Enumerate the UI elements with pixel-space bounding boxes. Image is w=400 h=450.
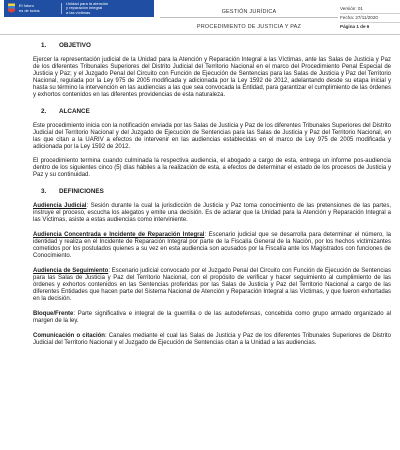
date-label: Fecha: 27/11/2020 [340,14,400,23]
definition-term: Audiencia Judicial [33,203,87,209]
definition-text: : Canales mediante el cual las Salas de Justicia y Paz de los diferentes Tribunales Superiores de Distrito Judicial del Territorio Nacional y el Juzgado de Ejecución de Sentencias citan a la Unidad a las audiencias. [33,333,392,346]
procedure-title: PROCEDIMIENTO DE JUSTICIA Y PAZ [196,24,302,30]
section-title: DEFINICIONES [59,188,104,195]
document-body [33,42,391,355]
page-number: Página 1 de 6 [340,24,370,29]
section-heading-alcance [41,108,391,115]
definition-text: : Parte significativa e integral de la guerrilla o de las autodefensas, concebida como grupo armado organizado al margen de la ley. [33,311,391,324]
alcance-paragraph: Este procedimiento inicia con la notificación enviada por las Salas de Justicia y Paz de los diferentes Tribunales Superiores del Distrito Judicial del Territorio Nacional y del Juzgado de Ejecución de Sentencias para las Salas de Justicia y Paz del Territorio Nacional, en las que citan a la UARIV a efectos de intervenir en las audiencias establecidas en el marco de Ley 975 de 2005 modificada y adicionada por la Ley 1592 de 2012. [33,123,391,150]
logo-slogan: El futuro es de todos [19,4,40,13]
definition-text: : Sesión durante la cual la jurisdicción de Justicia y Paz toma conocimiento de las pretensiones de las partes, instruye el proceso, escucha los alegatos y emite una decisión. Es de aclarar que la Unidad para la Atención y Reparación Integral a las Víctimas, asiste a estas audiencias como interviniente. [33,203,391,223]
definition-item [33,311,391,325]
logo-divider [61,3,62,14]
section-number: 1. [41,42,47,49]
document-header [0,0,400,35]
section-number: 3. [41,188,47,195]
definition-item [33,203,391,224]
alcance-paragraph: El procedimiento termina cuando culminada la respectiva audiencia, el abogado a cargo de esta, entrega un informe pos-audiencia dentro de los siguientes cinco (5) días hábiles a la realización de esta, a efectos de determinar el estado de los procesos de Justicia y Paz y su continuidad. [33,158,391,178]
version-label: Versión: 01 [340,5,400,14]
document-meta [340,5,400,31]
section-heading-objetivo [41,42,391,49]
section-title: ALCANCE [59,108,90,115]
definition-term: Audiencia Concentrada e Incidente de Reparación Integral [33,232,205,238]
definition-text: : Escenario judicial que se desarrolla para determinar el número, la identidad y realiza en el Incidente de Reparación Integral por parte de la Fiscalía General de la Nación, por los hechos victimizantes cometidos por los postulados quienes a su vez en esta audiencia son acusados por la Fiscalía ante los Magistrados con funciones de Conocimiento. [33,232,392,259]
objetivo-paragraph: Ejercer la representación judicial de la Unidad para la Atención y Reparación Integral a las Víctimas, ante las Salas de Justicia y Paz de los diferentes Tribunales Superiores del Distrito Judicial del Territorio Nacional en el marco del Procedimiento Penal Especial de Justicia y Paz; y el Juzgado Penal del Circuito con Función de Ejecución de Sentencias para las Salas de Justicia y Paz del Territorio Nacional, regulada por la Ley 975 de 2005 modificada y adicionada por la Ley 1592 de 2012, adelantando desde su etapa inicial y hasta su término la intervención en las audiencias a las que sea convocada la Entidad, para garantizar el cumplimiento de las órdenes y exhortos contenidos en las diferentes providencias de esta naturaleza. [33,57,391,98]
logo-entity-name: Unidad para la atención y reparación integral a las víctimas [66,1,109,15]
definition-term: Comunicación o citación [33,333,105,339]
definition-term: Audiencia de Seguimiento [33,268,109,274]
section-number: 2. [41,108,47,115]
definition-term: Bloque/Frente [33,311,74,317]
title-divider [160,17,338,18]
coat-of-arms-icon [7,3,16,14]
definition-text: : Escenario judicial convocado por el Juzgado Penal del Circuito con Función de Ejecución de Sentencias para las Salas de Justicia y Paz del Territorio Nacional, con el propósito de verificar y hacer seguimiento al cumplimiento de las órdenes y exhortos contenidos en las Sentencias proferidas por las Salas de Justicia y Paz del Territorio Nacional a cargo de las diferentes Entidades que hacen parte del Sistema Nacional de Atención y Reparación Integral a las Víctimas, y que fueron exhortadas en la decisión. [33,268,391,302]
process-title: GESTIÓN JURÍDICA [221,9,277,15]
entity-logo [4,0,154,17]
definition-item [33,232,391,260]
definition-item [33,333,391,347]
section-heading-definiciones [41,188,391,195]
section-title: OBJETIVO [59,42,91,49]
definition-item [33,268,391,303]
